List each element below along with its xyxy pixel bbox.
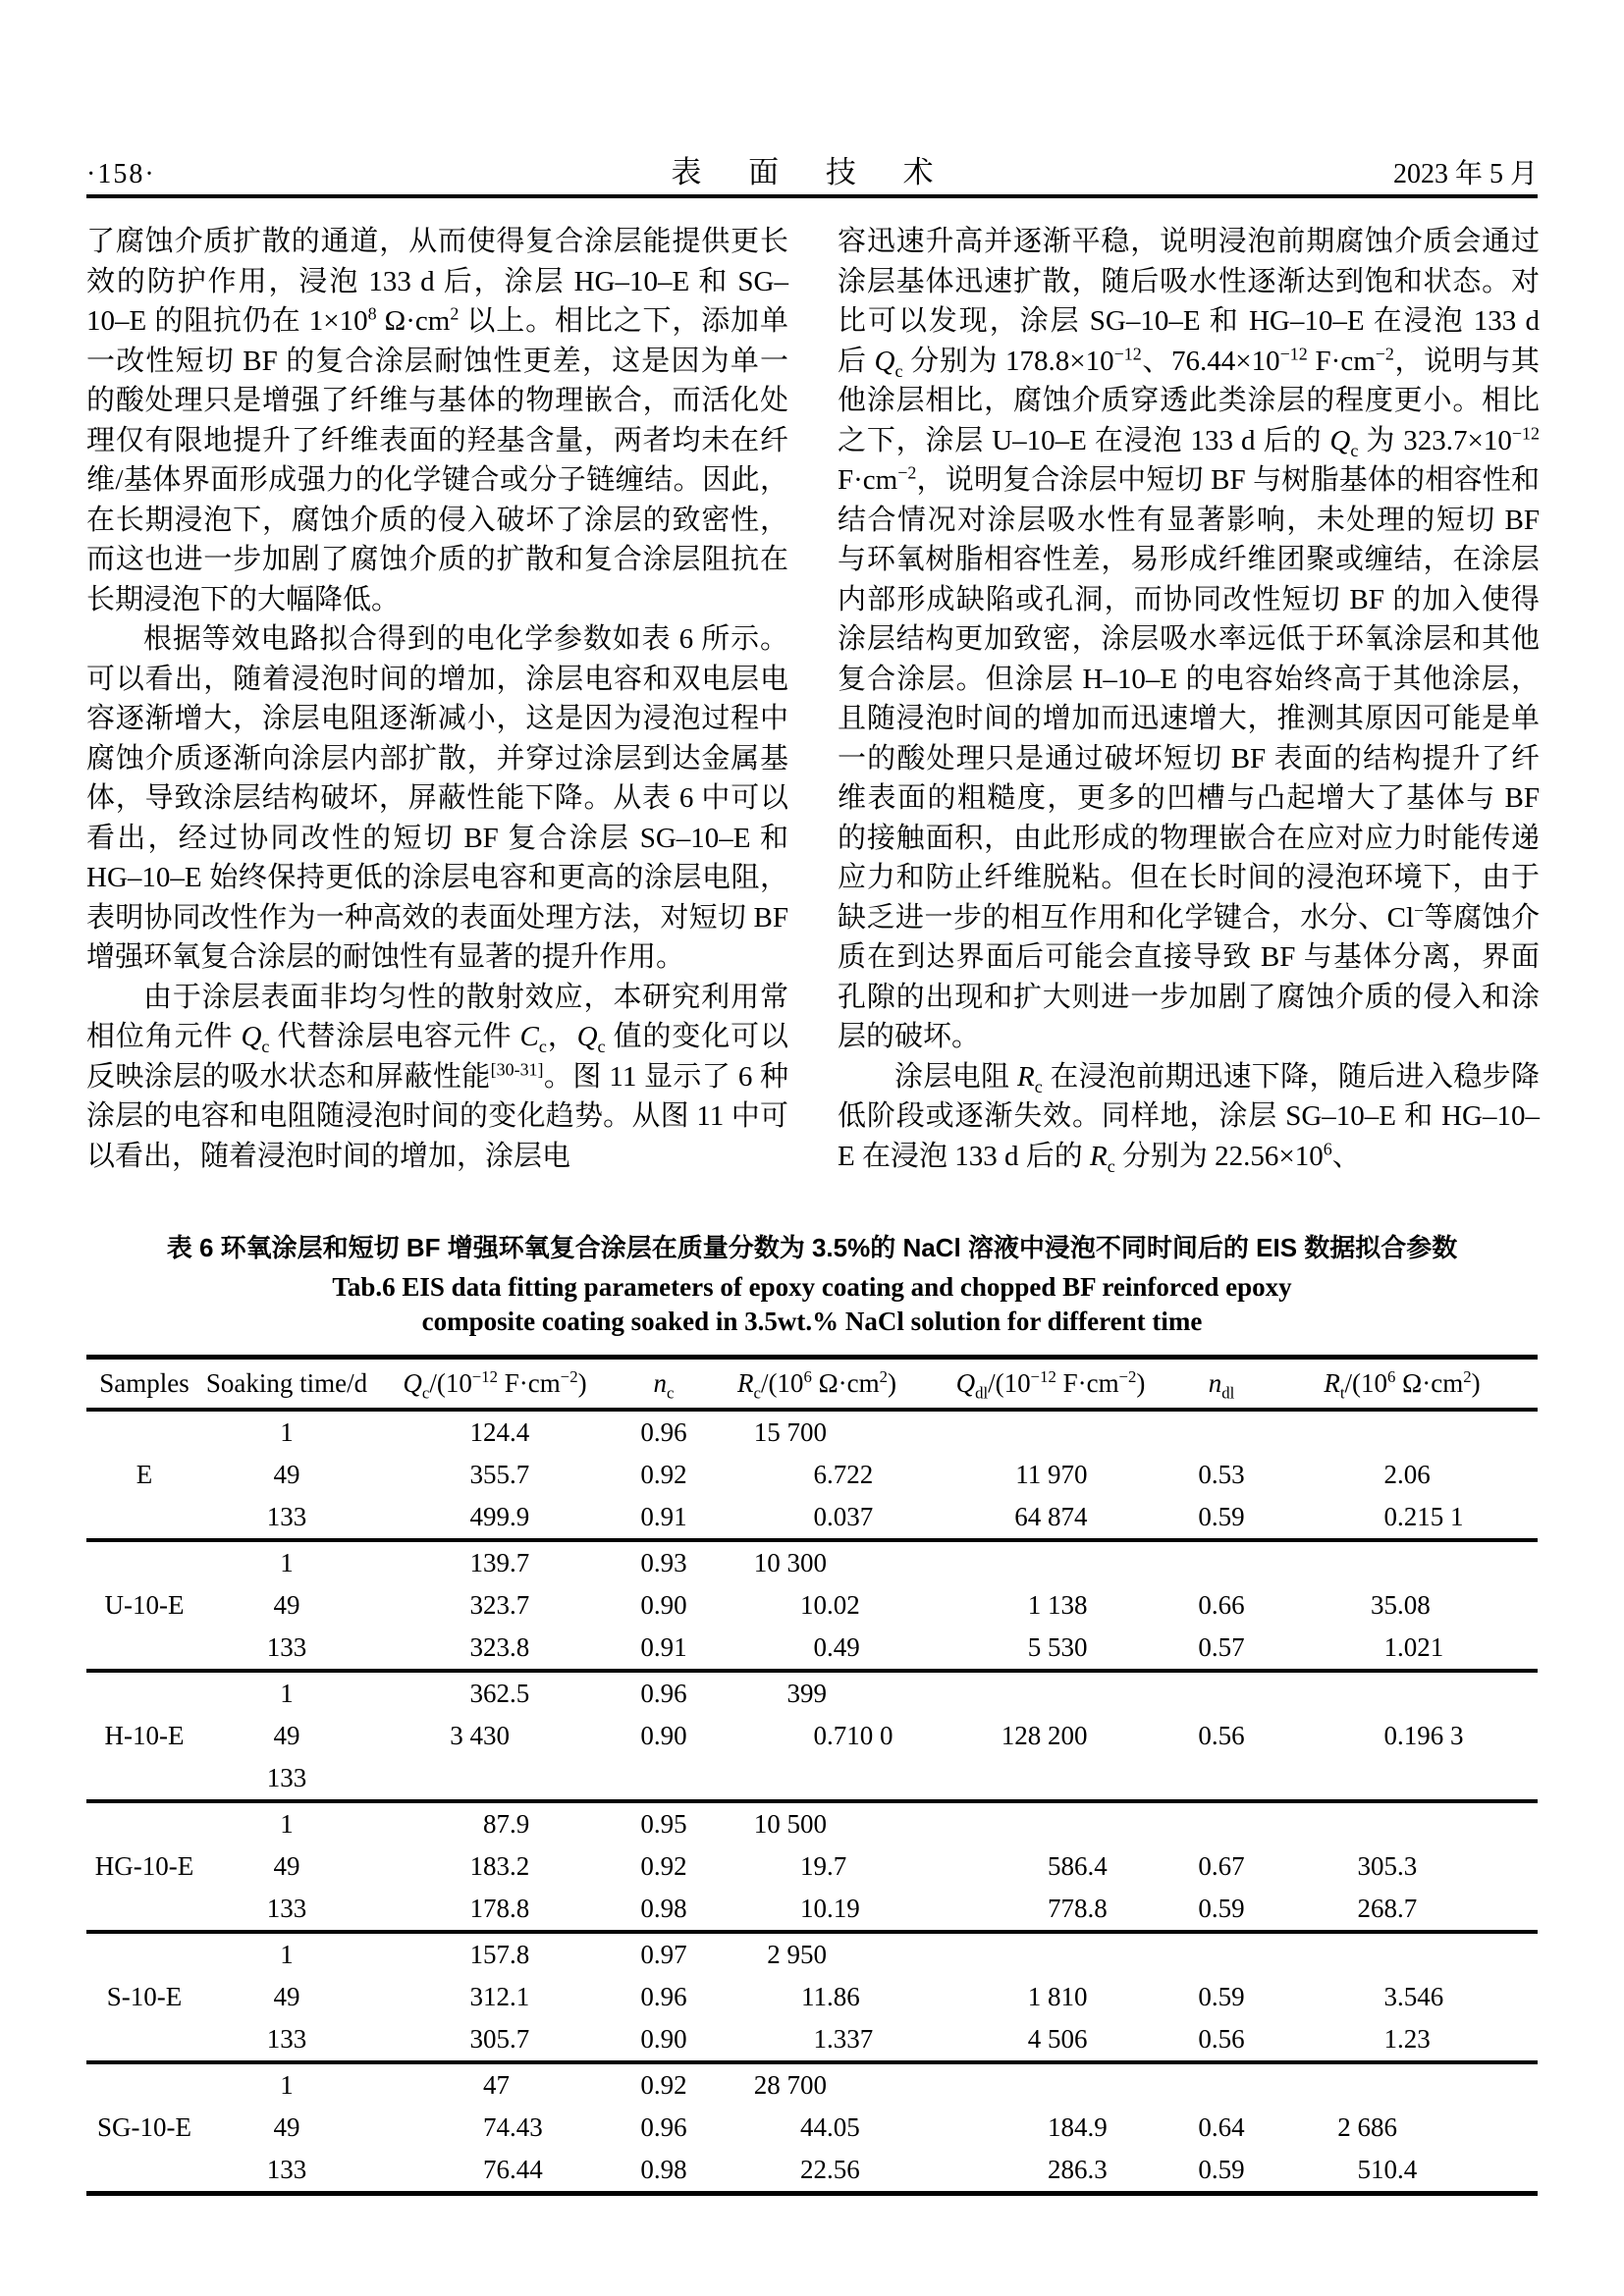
- table-row: [86, 1888, 1538, 1932]
- table-cell: [1176, 1932, 1267, 1976]
- eis-table: [86, 1355, 1538, 2196]
- cell-int-part: 6: [813, 1460, 827, 1489]
- cell-int-part: 1: [1383, 2024, 1397, 2054]
- cell-frac-part: .7: [510, 2024, 530, 2054]
- table-cell: [371, 1671, 619, 1715]
- table-row: [86, 2062, 1538, 2107]
- cell-frac-part: .1: [510, 1982, 530, 2011]
- cell-int-part: 1 138: [1027, 1590, 1088, 1620]
- table-cell: [371, 1801, 619, 1845]
- table-cell: 133: [266, 2155, 307, 2184]
- cell-int-part: 157: [469, 1940, 510, 1969]
- cell-int-part: 10: [800, 1590, 827, 1620]
- table-cell: 0.59: [1198, 1982, 1245, 2011]
- table-row: [86, 1496, 1538, 1540]
- table-cell: [1267, 2062, 1538, 2107]
- table-cell: [1267, 1976, 1538, 2018]
- table-cell: [1267, 1627, 1538, 1671]
- cell-frac-part: .5: [510, 1679, 530, 1708]
- table-cell: 0.92: [640, 1851, 687, 1881]
- sample-label: E: [135, 1460, 153, 1489]
- table-cell: 0.59: [1198, 1894, 1245, 1923]
- table-row: [86, 1932, 1538, 1976]
- table-cell: [925, 1801, 1176, 1845]
- cell-int-part: 499: [469, 1502, 510, 1531]
- sample-label: S-10-E: [106, 1982, 183, 2011]
- cell-int-part: 22: [800, 2155, 827, 2184]
- table-cell: [925, 1584, 1176, 1627]
- cell-int-part: 183: [469, 1851, 510, 1881]
- cell-int-part: 139: [469, 1548, 510, 1577]
- cell-int-part: 11 970: [1015, 1460, 1088, 1489]
- table-cell: [1267, 1715, 1538, 1757]
- table-cell: [371, 1845, 619, 1888]
- table-cell: 1: [280, 2070, 294, 2100]
- cell-frac-part: .2: [510, 1851, 530, 1881]
- cell-int-part: 0: [1383, 1721, 1397, 1750]
- table-cell: [925, 1845, 1176, 1888]
- table-header: [86, 1358, 1538, 1411]
- cell-frac-part: .3: [1397, 1851, 1418, 1881]
- cell-int-part: 2 950: [767, 1940, 827, 1969]
- cell-frac-part: .4: [1397, 2155, 1418, 2184]
- cell-int-part: 64 874: [1014, 1502, 1088, 1531]
- table-cell: [709, 2107, 925, 2149]
- table-cell: 49: [273, 1721, 300, 1750]
- table-cell: [1267, 2107, 1538, 2149]
- table-cell: [371, 2018, 619, 2062]
- table-cell: [1267, 1757, 1538, 1801]
- sample-label: HG-10-E: [94, 1851, 194, 1881]
- right-column: [838, 222, 1540, 1176]
- cell-int-part: 11: [801, 1982, 827, 2011]
- table-cell: 1: [280, 1679, 294, 1708]
- header-rule: [86, 194, 1538, 198]
- cell-frac-part: .9: [510, 1502, 530, 1531]
- table-cell: [709, 1715, 925, 1757]
- table-header-row: [86, 1358, 1538, 1411]
- column-header: $R_t/(10^6$ $\Omega\cdot cm^2$): [1324, 1367, 1481, 1403]
- table-cell: 0.56: [1198, 1721, 1245, 1750]
- table-cell: [925, 2107, 1176, 2149]
- cell-frac-part: .44: [510, 2155, 543, 2184]
- table-cell: 0.90: [640, 1721, 687, 1750]
- table-cell: [709, 1801, 925, 1845]
- cell-frac-part: .337: [827, 2024, 874, 2054]
- table-cell: [371, 1757, 619, 1801]
- table-cell: 0.97: [640, 1940, 687, 1969]
- cell-frac-part: .06: [1397, 1460, 1431, 1489]
- table-cell: [709, 1627, 925, 1671]
- table-cell: [709, 1584, 925, 1627]
- table-cell: [925, 1715, 1176, 1757]
- cell-int-part: 399: [786, 1679, 827, 1708]
- table-row: [86, 2018, 1538, 2062]
- table-cell: [1267, 1540, 1538, 1584]
- table-cell: 0.91: [640, 1632, 687, 1662]
- table-caption-en-line2: composite coating soaked in 3.5wt.% NaCl solution for different time: [421, 1307, 1203, 1336]
- table-cell: 0.92: [640, 1460, 687, 1489]
- table-cell: [925, 1976, 1176, 2018]
- cell-frac-part: .7: [510, 1548, 530, 1577]
- table-cell: [925, 1888, 1176, 1932]
- table-cell: [1267, 1801, 1538, 1845]
- sample-group: [86, 1671, 1538, 1801]
- table-cell: [925, 2018, 1176, 2062]
- cell-int-part: 47: [483, 2070, 510, 2100]
- cell-int-part: 74: [483, 2112, 510, 2142]
- table-cell: [371, 2149, 619, 2194]
- cell-int-part: 3 430: [450, 1721, 510, 1750]
- cell-int-part: 1: [1383, 1632, 1397, 1662]
- cell-int-part: 87: [483, 1809, 510, 1839]
- table-cell: [1267, 1454, 1538, 1496]
- table-cell: [709, 1888, 925, 1932]
- table-cell: 1: [280, 1417, 294, 1447]
- cell-frac-part: .7: [510, 1590, 530, 1620]
- table-cell: [709, 1454, 925, 1496]
- table-row: [86, 2107, 1538, 2149]
- sample-label: SG-10-E: [97, 2112, 191, 2142]
- cell-int-part: 128 200: [1001, 1721, 1088, 1750]
- table-row: [86, 1757, 1538, 1801]
- table-cell: 49: [273, 2112, 300, 2142]
- cell-frac-part: .8: [1087, 1894, 1108, 1923]
- cell-int-part: 15 700: [753, 1417, 827, 1447]
- cell-frac-part: .08: [1397, 1590, 1431, 1620]
- cell-int-part: 323: [469, 1590, 510, 1620]
- table-cell: 0.98: [640, 2155, 687, 2184]
- table-cell: 133: [266, 1502, 307, 1531]
- table-cell: [709, 1496, 925, 1540]
- table-cell: 49: [273, 1851, 300, 1881]
- sample-group: [86, 2062, 1538, 2194]
- table-row: [86, 1976, 1538, 2018]
- table-cell: 0.66: [1198, 1590, 1245, 1620]
- table-cell: [371, 2107, 619, 2149]
- table-cell: [709, 1976, 925, 2018]
- table-cell: [925, 1627, 1176, 1671]
- column-header: $Q_{dl}/(10^{-12}$ $F\cdot cm^{-2}$): [955, 1367, 1146, 1403]
- paragraph-continuation: 了腐蚀介质扩散的通道，从而使得复合涂层能提供更长效的防护作用，浸泡 133 d 后，涂层 HG–10–E 和 SG–10–E 的阻抗仍在 $1\times 10^8$ $\Omega\cdot cm^2$ 以上。相比之下，添加单一改性短切 BF 的复合涂层耐蚀性更差，这是因为单一的酸处理只是增强了纤维与基体的物理嵌合，而活化处理仅有限地提升了纤维表面的羟基含量，两者均未在纤维/基体界面形成强力的化学键合或分子链缠结。因此，在长期浸泡下，腐蚀介质的侵入破坏了涂层的致密性，而这也进一步加剧了腐蚀介质的扩散和复合涂层阻抗在长期浸泡下的大幅降低。: [86, 226, 788, 615]
- sample-label: H-10-E: [104, 1721, 185, 1750]
- table-row: [86, 1801, 1538, 1845]
- cell-frac-part: .215 1: [1397, 1502, 1464, 1531]
- table-cell: 0.53: [1198, 1460, 1245, 1489]
- table-cell: 0.93: [640, 1548, 687, 1577]
- table-cell: [925, 1454, 1176, 1496]
- cell-frac-part: .196 3: [1397, 1721, 1464, 1750]
- table-cell: [371, 1976, 619, 2018]
- table-cell: [709, 2018, 925, 2062]
- cell-frac-part: .710 0: [827, 1721, 893, 1750]
- column-header: $n_c$: [653, 1368, 675, 1403]
- table-cell: 49: [273, 1460, 300, 1489]
- table-caption-en: [86, 1270, 1538, 1339]
- table-cell: [1176, 2062, 1267, 2107]
- table-cell: [1267, 1410, 1538, 1454]
- table-caption-zh: 表 6 环氧涂层和短切 BF 增强环氧复合涂层在质量分数为 3.5%的 NaCl 溶液中浸泡不同时间后的 EIS 数据拟合参数: [166, 1233, 1458, 1262]
- table-cell: 0.91: [640, 1502, 687, 1531]
- sample-group: [86, 1410, 1538, 1540]
- table-row: [86, 1715, 1538, 1757]
- table-cell: [709, 2062, 925, 2107]
- cell-int-part: 305: [1357, 1851, 1397, 1881]
- table-cell: 0.67: [1198, 1851, 1245, 1881]
- table-cell: 49: [273, 1982, 300, 2011]
- sample-group: [86, 1801, 1538, 1932]
- table-cell: [371, 1410, 619, 1454]
- cell-frac-part: .19: [827, 1894, 860, 1923]
- paragraph: 由于涂层表面非均匀性的散射效应，本研究利用常相位角元件 $Q_c$ 代替涂层电容元件 $C_c$，$Q_c$ 值的变化可以反映涂层的吸水状态和屏蔽性能[30-31]。图 11 显示了 6 种涂层的电容和电阻随浸泡时间的变化趋势。从图 11 中可以看出，随着浸泡时间的增加，涂层电: [86, 981, 788, 1172]
- column-header: Samples: [99, 1368, 189, 1398]
- table-cell: 0.96: [640, 2112, 687, 2142]
- table-cell: 0.64: [1198, 2112, 1245, 2142]
- table-cell: 133: [266, 2024, 307, 2054]
- paragraph: 根据等效电路拟合得到的电化学参数如表 6 所示。可以看出，随着浸泡时间的增加，涂层电容和双电层电容逐渐增大，涂层电阻逐渐减小，这是因为浸泡过程中腐蚀介质逐渐向涂层内部扩散，并穿过涂层到达金属基体，导致涂层结构破坏，屏蔽性能下降。从表 6 中可以看出，经过协同改性的短切 BF 复合涂层 SG–10–E 和 HG–10–E 始终保持更低的涂层电容和更高的涂层电阻，表明协同改性作为一种高效的表面处理方法，对短切 BF 增强环氧复合涂层的耐蚀性有显著的提升作用。: [86, 623, 788, 973]
- table-cell: [1267, 1584, 1538, 1627]
- cell-frac-part: .722: [827, 1460, 874, 1489]
- cell-frac-part: .23: [1397, 2024, 1431, 2054]
- table-cell: [371, 1932, 619, 1976]
- cell-frac-part: .8: [510, 1894, 530, 1923]
- cell-frac-part: .8: [510, 1940, 530, 1969]
- issue-date: 2023 年 5 月: [1392, 159, 1538, 189]
- table-cell: [371, 2062, 619, 2107]
- cell-int-part: 1 810: [1027, 1982, 1088, 2011]
- cell-int-part: 323: [469, 1632, 510, 1662]
- table-cell: [1267, 1932, 1538, 1976]
- table-cell: [709, 1932, 925, 1976]
- cell-frac-part: .546: [1397, 1982, 1444, 2011]
- table-cell: 0.90: [640, 1590, 687, 1620]
- cell-frac-part: .7: [1397, 1894, 1418, 1923]
- table-cell: [709, 1671, 925, 1715]
- cell-int-part: 10: [800, 1894, 827, 1923]
- paragraph: 涂层电阻 $R_c$ 在浸泡前期迅速下降，随后进入稳步降低阶段或逐渐失效。同样地，涂层 SG–10–E 和 HG–10–E 在浸泡 133 d 后的 $R_c$ 分别为 $22.56\times 10^6$、: [838, 1060, 1540, 1176]
- cell-int-part: 0: [813, 1632, 827, 1662]
- cell-int-part: 1: [813, 2024, 827, 2054]
- cell-int-part: 510: [1357, 2155, 1397, 2184]
- table-cell: [925, 2062, 1176, 2107]
- cell-frac-part: .43: [510, 2112, 543, 2142]
- table-row: [86, 2149, 1538, 2194]
- table-cell: [1267, 1888, 1538, 1932]
- table-cell: 49: [273, 1590, 300, 1620]
- table-cell: [371, 1454, 619, 1496]
- page-number: ·158·: [86, 159, 156, 189]
- column-header: Soaking time/d: [205, 1368, 368, 1398]
- table-row: [86, 1454, 1538, 1496]
- table-cell: [709, 1845, 925, 1888]
- table-cell: 0.96: [640, 1417, 687, 1447]
- table-cell: [1267, 1671, 1538, 1715]
- cell-int-part: 124: [469, 1417, 510, 1447]
- cell-int-part: 2 686: [1337, 2112, 1397, 2142]
- cell-int-part: 28 700: [753, 2070, 827, 2100]
- table-section: [86, 1231, 1538, 2196]
- cell-int-part: 0: [1383, 1502, 1397, 1531]
- cell-int-part: 362: [469, 1679, 510, 1708]
- cell-int-part: 3: [1383, 1982, 1397, 2011]
- column-header: $R_c/(10^6$ $\Omega\cdot cm^2$): [737, 1367, 896, 1403]
- cell-frac-part: .7: [510, 1460, 530, 1489]
- table-cell: [1176, 1540, 1267, 1584]
- table-cell: 1: [280, 1809, 294, 1839]
- sample-label: U-10-E: [104, 1590, 185, 1620]
- table-cell: 0.96: [640, 1982, 687, 2011]
- table-cell: [1176, 1671, 1267, 1715]
- cell-frac-part: .021: [1397, 1632, 1444, 1662]
- table-cell: 1: [280, 1548, 294, 1577]
- table-cell: [925, 1496, 1176, 1540]
- left-column: [86, 222, 788, 1176]
- paragraph-continuation: 容迅速升高并逐渐平稳，说明浸泡前期腐蚀介质会通过涂层基体迅速扩散，随后吸水性逐渐达到饱和状态。对比可以发现，涂层 SG–10–E 和 HG–10–E 在浸泡 133 d 后 $Q_c$ 分别为 $178.8\times 10^{-12}$、$76.44\times 10^{-12}$ $F\cdot cm^{-2}$，说明与其他涂层相比，腐蚀介质穿透此类涂层的程度更小。相比之下，涂层 U–10–E 在浸泡 133 d 后的 $Q_c$ 为 $323.7\times 10^{-12}$ $F\cdot cm^{-2}$，说明复合涂层中短切 BF 与树脂基体的相容性和结合情况对涂层吸水性有显著影响，未处理的短切 BF 与环氧树脂相容性差，易形成纤维团聚或缠结，在涂层内部形成缺陷或孔洞，而协同改性短切 BF 的加入使得涂层结构更加致密，涂层吸水率远低于环氧涂层和其他复合涂层。但涂层 H–10–E 的电容始终高于其他涂层，且随浸泡时间的增加而迅速增大，推测其原因可能是单一的酸处理只是通过破坏短切 BF 表面的结构提升了纤维表面的粗糙度，更多的凹槽与凸起增大了基体与 BF 的接触面积，由此形成的物理嵌合在应对应力时能传递应力和防止纤维脱粘。但在长时间的浸泡环境下，由于缺乏进一步的相互作用和化学键合，水分、Cl−等腐蚀介质在到达界面后可能会直接导致 BF 与基体分离，界面孔隙的出现和扩大则进一步加剧了腐蚀介质的侵入和涂层的破坏。: [838, 226, 1540, 1052]
- cell-int-part: 778: [1048, 1894, 1088, 1923]
- table-cell: 0.95: [640, 1809, 687, 1839]
- table-row: [86, 1627, 1538, 1671]
- body-text: [86, 222, 1540, 1176]
- column-header: $Q_c/(10^{-12}$ $F\cdot cm^{-2}$): [403, 1367, 587, 1403]
- cell-int-part: 35: [1371, 1590, 1397, 1620]
- column-header: $n_{dl}$: [1208, 1368, 1235, 1403]
- cell-int-part: 19: [800, 1851, 827, 1881]
- sample-group: [86, 1932, 1538, 2062]
- cell-frac-part: .05: [827, 2112, 860, 2142]
- table-cell: 133: [266, 1763, 307, 1792]
- table-cell: 1: [280, 1940, 294, 1969]
- cell-frac-part: .02: [827, 1590, 860, 1620]
- table-cell: [925, 1757, 1176, 1801]
- table-cell: 0.98: [640, 1894, 687, 1923]
- table-row: [86, 1410, 1538, 1454]
- table-cell: 0.59: [1198, 2155, 1245, 2184]
- table-row: [86, 1671, 1538, 1715]
- table-cell: [371, 1888, 619, 1932]
- table-cell: [709, 2149, 925, 2194]
- cell-int-part: 312: [469, 1982, 510, 2011]
- cell-frac-part: .86: [827, 1982, 860, 2011]
- table-cell: [1176, 1801, 1267, 1845]
- cell-int-part: 0: [813, 1502, 827, 1531]
- cell-frac-part: .49: [827, 1632, 860, 1662]
- table-cell: 0.90: [640, 2024, 687, 2054]
- table-cell: [709, 1410, 925, 1454]
- table-cell: [1267, 2149, 1538, 2194]
- table-cell: 133: [266, 1632, 307, 1662]
- table-cell: 0.59: [1198, 1502, 1245, 1531]
- cell-frac-part: .7: [827, 1851, 847, 1881]
- cell-frac-part: .4: [1087, 1851, 1108, 1881]
- cell-int-part: 10 300: [753, 1548, 827, 1577]
- table-row: [86, 1845, 1538, 1888]
- table-cell: [371, 1584, 619, 1627]
- cell-int-part: 305: [469, 2024, 510, 2054]
- cell-frac-part: .4: [510, 1417, 530, 1447]
- cell-int-part: 2: [1383, 1460, 1397, 1489]
- cell-int-part: 355: [469, 1460, 510, 1489]
- table-cell: [709, 1540, 925, 1584]
- table-cell: [371, 1496, 619, 1540]
- table-cell: [1267, 1845, 1538, 1888]
- cell-frac-part: .8: [510, 1632, 530, 1662]
- table-cell: [1267, 1496, 1538, 1540]
- cell-int-part: 586: [1048, 1851, 1088, 1881]
- table-row: [86, 1540, 1538, 1584]
- cell-frac-part: .9: [1087, 2112, 1108, 2142]
- table-row: [86, 1584, 1538, 1627]
- cell-int-part: 76: [483, 2155, 510, 2184]
- table-cell: 0.92: [640, 2070, 687, 2100]
- table-cell: 0.56: [1198, 2024, 1245, 2054]
- table-cell: [371, 1627, 619, 1671]
- cell-int-part: 10 500: [753, 1809, 827, 1839]
- table-cell: [925, 1540, 1176, 1584]
- table-cell: [1176, 1757, 1267, 1801]
- table-cell: [371, 1540, 619, 1584]
- table-cell: [925, 1410, 1176, 1454]
- table-cell: [925, 1932, 1176, 1976]
- table-cell: [925, 2149, 1176, 2194]
- table-cell: 133: [266, 1894, 307, 1923]
- cell-int-part: 44: [800, 2112, 827, 2142]
- cell-int-part: 0: [813, 1721, 827, 1750]
- cell-frac-part: .037: [827, 1502, 874, 1531]
- journal-title: 表 面 技 术: [671, 155, 953, 189]
- cell-int-part: 178: [469, 1894, 510, 1923]
- table-cell: [1176, 1410, 1267, 1454]
- running-header: [86, 147, 1538, 191]
- table-caption-en-line1: Tab.6 EIS data fitting parameters of epoxy coating and chopped BF reinforced epoxy: [332, 1272, 1292, 1302]
- cell-int-part: 4 506: [1027, 2024, 1088, 2054]
- table-cell: [1267, 2018, 1538, 2062]
- table-cell: [371, 1715, 619, 1757]
- cell-frac-part: .56: [827, 2155, 860, 2184]
- sample-group: [86, 1540, 1538, 1671]
- cell-frac-part: .3: [1087, 2155, 1108, 2184]
- cell-int-part: 286: [1048, 2155, 1088, 2184]
- cell-int-part: 268: [1357, 1894, 1397, 1923]
- cell-int-part: 184: [1048, 2112, 1088, 2142]
- cell-int-part: 5 530: [1027, 1632, 1088, 1662]
- table-cell: 0.96: [640, 1679, 687, 1708]
- cell-frac-part: .9: [510, 1809, 530, 1839]
- table-cell: 0.57: [1198, 1632, 1245, 1662]
- table-cell: [925, 1671, 1176, 1715]
- table-cell: [709, 1757, 925, 1801]
- table-cell: [619, 1757, 709, 1801]
